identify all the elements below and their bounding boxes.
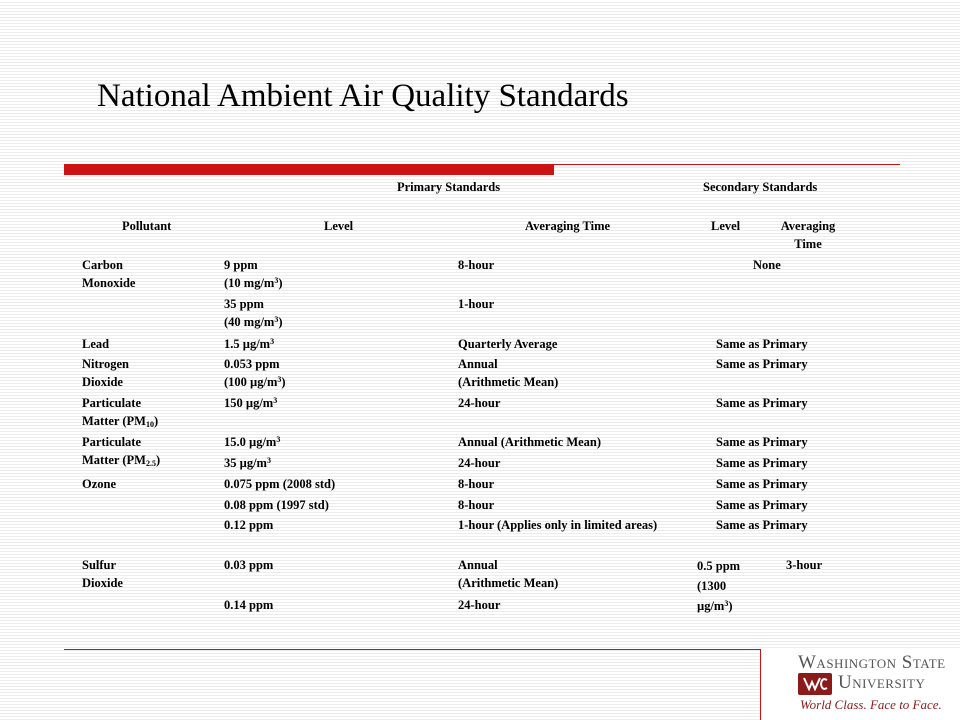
pollutant-nitrogen-dioxide: Nitrogen Dioxide — [82, 357, 129, 389]
co-averaging-8hr: 8-hour — [458, 258, 495, 272]
pm25-secondary-annual: Same as Primary — [716, 435, 808, 449]
pm25-averaging-24hr: 24-hour — [458, 456, 501, 470]
col-header-level: Level — [324, 219, 354, 233]
so2-level-24hr: 0.14 ppm — [224, 598, 274, 612]
pollutant-carbon-monoxide: Carbon Monoxide — [82, 258, 136, 290]
secondary-standards-header: Secondary Standards — [703, 180, 818, 194]
wsu-logo-tagline: World Class. Face to Face. — [800, 697, 942, 712]
no2-secondary: Same as Primary — [716, 357, 808, 371]
co-secondary: None — [753, 258, 781, 272]
ozone-secondary-2008: Same as Primary — [716, 477, 808, 491]
ozone-secondary-1hr: Same as Primary — [716, 518, 808, 532]
pollutant-pm25: Particulate Matter $(PM_{2.5})$ — [82, 435, 161, 468]
pollutant-ozone: Ozone — [82, 477, 117, 491]
pm25-level-annual: 15.0 $\mu g/m^3$ — [224, 435, 281, 449]
so2-level-annual: 0.03 ppm — [224, 558, 274, 572]
cougar-head-icon — [797, 672, 833, 696]
ozone-averaging-2008: 8-hour — [458, 477, 495, 491]
col-header-pollutant: Pollutant — [122, 219, 172, 233]
co-level-1hr: 35 ppm (40 $mg/m^3$) — [224, 297, 283, 329]
pm25-secondary-24hr: Same as Primary — [716, 456, 808, 470]
no2-level: 0.053 ppm (100 $\mu g/m^3$) — [224, 357, 286, 389]
ozone-averaging-1hr: 1-hour (Applies only in limited areas) — [458, 518, 658, 532]
wsu-logo-line1: Washington State — [798, 652, 946, 673]
so2-secondary-averaging: 3-hour — [786, 558, 823, 572]
lead-level: 1.5 $\mu g/m^3$ — [224, 337, 275, 351]
pm25-averaging-annual: Annual (Arithmetic Mean) — [458, 435, 602, 449]
so2-averaging-24hr: 24-hour — [458, 598, 501, 612]
ozone-secondary-1997: Same as Primary — [716, 498, 808, 512]
lead-averaging: Quarterly Average — [458, 337, 558, 351]
lead-secondary: Same as Primary — [716, 337, 808, 351]
co-level-8hr: 9 ppm (10 $mg/m^3$) — [224, 258, 283, 290]
title-rule-thin — [554, 164, 900, 165]
title-rule-thick — [64, 164, 554, 175]
so2-averaging-annual: Annual (Arithmetic Mean) — [458, 558, 559, 590]
ozone-level-2008: 0.075 ppm (2008 std) — [224, 477, 336, 491]
no2-averaging: Annual (Arithmetic Mean) — [458, 357, 559, 389]
co-averaging-1hr: 1-hour — [458, 297, 495, 311]
ozone-level-1hr: 0.12 ppm — [224, 518, 274, 532]
primary-standards-header: Primary Standards — [397, 180, 501, 194]
pollutant-sulfur-dioxide: Sulfur Dioxide — [82, 558, 123, 590]
pm10-averaging: 24-hour — [458, 396, 501, 410]
col-header-secondary-level: Level — [711, 219, 741, 233]
pollutant-pm10: Particulate Matter $(PM_{10})$ — [82, 396, 159, 429]
col-header-averaging-time: Averaging Time — [525, 219, 611, 233]
wsu-logo-line2: University — [838, 672, 926, 693]
pm25-level-24hr: 35 $\mu g/m^3$ — [224, 456, 271, 470]
ozone-averaging-1997: 8-hour — [458, 498, 495, 512]
ozone-level-1997: 0.08 ppm (1997 std) — [224, 498, 329, 512]
pm10-secondary: Same as Primary — [716, 396, 808, 410]
pollutant-lead: Lead — [82, 337, 110, 351]
slide-title: National Ambient Air Quality Standards — [97, 78, 629, 114]
col-header-secondary-averaging-time: Averaging Time — [780, 219, 836, 251]
pm10-level: 150 $\mu g/m^3$ — [224, 396, 278, 410]
so2-secondary-level: 0.5 ppm (1300 $\mu g/m^3$) — [697, 559, 741, 613]
